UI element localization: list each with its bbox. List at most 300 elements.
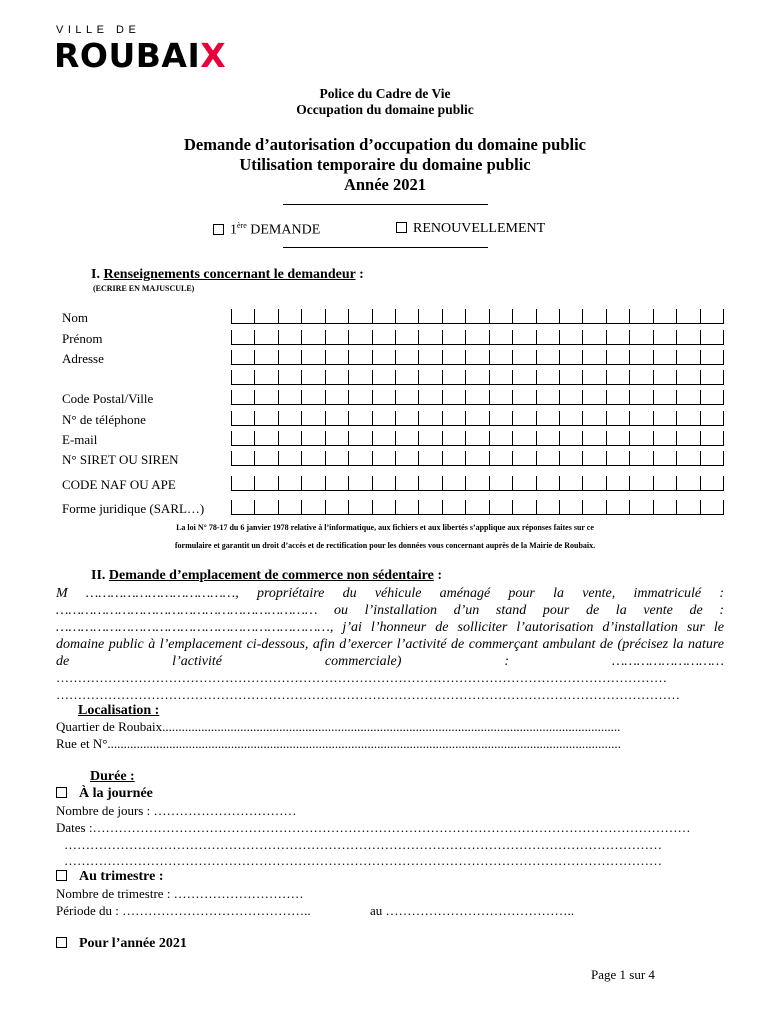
char-box-baseline xyxy=(231,384,723,385)
char-box-divider xyxy=(442,500,443,515)
char-box-divider xyxy=(676,370,677,385)
char-box-divider xyxy=(582,431,583,446)
dates-line3[interactable]: ………………………………………………………………………………………………………………………… xyxy=(64,853,662,868)
char-box-divider xyxy=(418,350,419,365)
char-box-divider xyxy=(348,390,349,405)
char-box-divider xyxy=(442,370,443,385)
char-box-divider xyxy=(418,476,419,491)
char-box-divider xyxy=(723,309,724,324)
char-box-divider xyxy=(465,411,466,426)
char-box-divider xyxy=(700,350,701,365)
char-box-divider xyxy=(606,309,607,324)
char-box-divider xyxy=(629,476,630,491)
char-box-divider xyxy=(465,476,466,491)
char-box-divider xyxy=(723,476,724,491)
char-box-divider xyxy=(278,330,279,345)
char-box-divider xyxy=(395,350,396,365)
char-box-divider xyxy=(559,411,560,426)
char-box-divider xyxy=(723,411,724,426)
char-box-divider xyxy=(395,451,396,466)
char-box-divider xyxy=(231,431,232,446)
char-box-divider xyxy=(489,390,490,405)
char-box-divider xyxy=(254,451,255,466)
char-box-divider xyxy=(254,309,255,324)
char-box-divider xyxy=(676,476,677,491)
header-line1: Police du Cadre de Vie xyxy=(319,86,451,101)
char-box-divider xyxy=(559,451,560,466)
section1-colon: : xyxy=(355,267,364,282)
char-box-divider xyxy=(653,451,654,466)
char-box-divider xyxy=(254,370,255,385)
char-box-divider xyxy=(254,476,255,491)
char-box-divider xyxy=(489,330,490,345)
char-box-baseline xyxy=(231,323,723,324)
char-box-divider xyxy=(372,390,373,405)
char-box-field[interactable] xyxy=(231,350,723,365)
option-renewal[interactable] xyxy=(396,221,545,237)
section2-paragraph: M ………………………………, propriétaire du véhicule aménagé pour la vente, immatriculé : ……………………………………………………… ou l’installation d’un stand pour de la vente de : …………………………………………………………, j’ai l’honneur de solliciter l’autorisation d’installation sur le domaine public à l’emplacement ci-dessous, afin d’exercer l’activité de commerçant ambulant de (précisez la nature de l’activité commerciale) : ……………………… xyxy=(56,586,724,669)
char-box-divider xyxy=(489,500,490,515)
char-box-divider xyxy=(606,451,607,466)
char-box-divider xyxy=(629,390,630,405)
char-box-divider xyxy=(723,451,724,466)
section1-num: I. xyxy=(91,267,104,282)
char-box-divider xyxy=(395,431,396,446)
char-box-divider xyxy=(348,370,349,385)
char-box-divider xyxy=(465,350,466,365)
periode-du-field[interactable]: Période du : …………………………………….. xyxy=(56,903,311,918)
char-box-divider xyxy=(465,500,466,515)
char-box-divider xyxy=(606,370,607,385)
char-box-divider xyxy=(231,309,232,324)
field-label: E-mail xyxy=(62,432,98,447)
char-box-divider xyxy=(325,350,326,365)
char-box-divider xyxy=(325,411,326,426)
char-box-divider xyxy=(325,330,326,345)
char-box-baseline xyxy=(231,465,723,466)
char-box-divider xyxy=(629,330,630,345)
char-box-field[interactable] xyxy=(231,476,723,491)
char-box-divider xyxy=(536,370,537,385)
char-box-divider xyxy=(629,350,630,365)
char-box-divider xyxy=(653,350,654,365)
char-box-divider xyxy=(418,370,419,385)
char-box-divider xyxy=(512,330,513,345)
char-box-divider xyxy=(278,431,279,446)
char-box-divider xyxy=(676,309,677,324)
char-box-divider xyxy=(395,411,396,426)
char-box-divider xyxy=(231,330,232,345)
char-box-divider xyxy=(723,390,724,405)
char-box-divider xyxy=(582,476,583,491)
char-box-divider xyxy=(606,500,607,515)
char-box-divider xyxy=(582,370,583,385)
char-box-divider xyxy=(536,350,537,365)
char-box-divider xyxy=(700,476,701,491)
char-box-divider xyxy=(254,431,255,446)
char-box-divider xyxy=(489,309,490,324)
char-box-divider xyxy=(700,309,701,324)
char-box-divider xyxy=(395,476,396,491)
char-box-divider xyxy=(418,500,419,515)
char-box-divider xyxy=(606,431,607,446)
char-box-divider xyxy=(723,370,724,385)
char-box-divider xyxy=(231,451,232,466)
char-box-divider xyxy=(442,350,443,365)
char-box-divider xyxy=(395,500,396,515)
section2-heading xyxy=(91,568,442,584)
option-journee[interactable] xyxy=(56,786,153,802)
char-box-divider xyxy=(348,476,349,491)
option-first-request[interactable] xyxy=(213,221,320,239)
quartier-field[interactable]: Quartier de Roubaix............................................................................................................................................. xyxy=(56,719,621,734)
char-box-divider xyxy=(723,330,724,345)
char-box-divider xyxy=(301,476,302,491)
char-box-field[interactable] xyxy=(231,330,723,345)
duree-title: Durée : xyxy=(90,769,135,784)
section1-heading xyxy=(91,267,364,283)
char-box-divider xyxy=(512,500,513,515)
char-box-divider xyxy=(653,309,654,324)
char-box-divider xyxy=(582,330,583,345)
char-box-divider xyxy=(278,350,279,365)
char-box-divider xyxy=(231,350,232,365)
char-box-divider xyxy=(559,330,560,345)
char-box-divider xyxy=(442,451,443,466)
char-box-divider xyxy=(489,476,490,491)
char-box-divider xyxy=(700,411,701,426)
char-box-divider xyxy=(372,350,373,365)
char-box-divider xyxy=(653,476,654,491)
char-box-divider xyxy=(231,411,232,426)
char-box-field[interactable] xyxy=(231,370,723,385)
option-trimestre[interactable] xyxy=(56,869,164,885)
char-box-divider xyxy=(559,350,560,365)
dates-field[interactable]: Dates :………………………………………………………………………………………………………………………… xyxy=(56,820,691,835)
char-box-divider xyxy=(231,390,232,405)
char-box-divider xyxy=(489,411,490,426)
char-box-divider xyxy=(700,500,701,515)
divider-bottom xyxy=(283,247,488,248)
char-box-divider xyxy=(629,370,630,385)
char-box-divider xyxy=(536,411,537,426)
char-box-field[interactable] xyxy=(231,390,723,405)
char-box-divider xyxy=(536,476,537,491)
char-box-divider xyxy=(395,309,396,324)
checkbox-journee[interactable] xyxy=(56,787,67,798)
char-box-divider xyxy=(559,476,560,491)
char-box-divider xyxy=(442,411,443,426)
field-label: Nom xyxy=(62,310,88,325)
char-box-divider xyxy=(489,370,490,385)
logo-ville-de: VILLE DE xyxy=(56,24,141,36)
char-box-divider xyxy=(536,431,537,446)
field-label: N° de téléphone xyxy=(62,412,146,427)
char-box-divider xyxy=(418,451,419,466)
char-box-divider xyxy=(325,309,326,324)
char-box-divider xyxy=(700,330,701,345)
renewal-label: RENOUVELLEMENT xyxy=(413,221,546,236)
char-box-divider xyxy=(254,390,255,405)
char-box-baseline xyxy=(231,425,723,426)
char-box-divider xyxy=(301,451,302,466)
char-box-divider xyxy=(465,431,466,446)
char-box-divider xyxy=(676,451,677,466)
char-box-divider xyxy=(653,431,654,446)
char-box-divider xyxy=(254,411,255,426)
char-box-divider xyxy=(301,431,302,446)
char-box-divider xyxy=(442,309,443,324)
char-box-divider xyxy=(512,431,513,446)
char-box-divider xyxy=(442,431,443,446)
checkbox-trimestre[interactable] xyxy=(56,870,67,881)
section1-note: (ECRIRE EN MAJUSCULE) xyxy=(93,284,195,293)
annee-label: Pour l’année 2021 xyxy=(79,936,187,951)
char-box-divider xyxy=(348,500,349,515)
char-box-divider xyxy=(278,411,279,426)
char-box-divider xyxy=(512,350,513,365)
char-box-divider xyxy=(465,390,466,405)
char-box-divider xyxy=(301,390,302,405)
char-box-divider xyxy=(418,330,419,345)
char-box-divider xyxy=(465,370,466,385)
char-box-divider xyxy=(536,390,537,405)
char-box-divider xyxy=(325,390,326,405)
logo-roubaix-x: X xyxy=(200,36,227,75)
char-box-divider xyxy=(606,330,607,345)
char-box-divider xyxy=(418,411,419,426)
trimestre-label: Au trimestre : xyxy=(79,869,164,884)
char-box-divider xyxy=(700,370,701,385)
char-box-divider xyxy=(489,350,490,365)
char-box-divider xyxy=(700,431,701,446)
char-box-divider xyxy=(676,500,677,515)
char-box-baseline xyxy=(231,445,723,446)
dates-line2[interactable]: ………………………………………………………………………………………………………………………… xyxy=(64,837,662,852)
char-box-baseline xyxy=(231,514,723,515)
divider-top xyxy=(283,204,488,205)
char-box-divider xyxy=(372,476,373,491)
field-label: Prénom xyxy=(62,331,103,346)
char-box-divider xyxy=(301,370,302,385)
char-box-divider xyxy=(348,431,349,446)
char-box-divider xyxy=(653,330,654,345)
char-box-divider xyxy=(231,476,232,491)
field-label: Forme juridique (SARL…) xyxy=(62,501,205,516)
field-label: Adresse xyxy=(62,351,104,366)
activity-dots-line1[interactable]: …………………………………………………………………………………………………………………………… xyxy=(56,670,667,685)
law-notice-line2: formulaire et garantit un droit d’accès et de rectification pour les données vous concernant auprès de la Mairie de Roubaix. xyxy=(174,541,596,550)
char-box-divider xyxy=(325,451,326,466)
periode-au-field[interactable]: au …………………………………….. xyxy=(370,903,575,918)
char-box-divider xyxy=(278,476,279,491)
char-box-divider xyxy=(325,370,326,385)
char-box-divider xyxy=(536,500,537,515)
char-box-divider xyxy=(629,309,630,324)
char-box-divider xyxy=(325,500,326,515)
char-box-divider xyxy=(700,451,701,466)
char-box-divider xyxy=(512,370,513,385)
char-box-divider xyxy=(629,431,630,446)
char-box-divider xyxy=(676,330,677,345)
char-box-divider xyxy=(512,411,513,426)
char-box-divider xyxy=(395,370,396,385)
journee-label: À la journée xyxy=(79,786,153,801)
logo-roubaix-text: ROUBAI xyxy=(54,36,201,75)
char-box-divider xyxy=(372,451,373,466)
char-box-divider xyxy=(254,330,255,345)
char-box-divider xyxy=(465,330,466,345)
char-box-divider xyxy=(653,390,654,405)
char-box-divider xyxy=(325,431,326,446)
char-box-divider xyxy=(301,350,302,365)
char-box-divider xyxy=(559,309,560,324)
section1-title: Renseignements concernant le demandeur xyxy=(103,267,356,282)
char-box-divider xyxy=(465,451,466,466)
char-box-divider xyxy=(536,309,537,324)
nb-jours-field[interactable]: Nombre de jours : …………………………… xyxy=(56,803,297,818)
char-box-divider xyxy=(512,451,513,466)
char-box-divider xyxy=(700,390,701,405)
char-box-divider xyxy=(512,390,513,405)
char-box-divider xyxy=(653,370,654,385)
char-box-baseline xyxy=(231,344,723,345)
char-box-divider xyxy=(395,330,396,345)
char-box-divider xyxy=(418,431,419,446)
char-box-baseline xyxy=(231,404,723,405)
section2-colon: : xyxy=(433,568,442,583)
char-box-divider xyxy=(723,350,724,365)
char-box-divider xyxy=(512,309,513,324)
char-box-divider xyxy=(231,370,232,385)
char-box-divider xyxy=(582,411,583,426)
char-box-divider xyxy=(442,330,443,345)
section2-num: II. xyxy=(91,568,109,583)
char-box-divider xyxy=(278,451,279,466)
law-notice-line1: La loi N° 78-17 du 6 janvier 1978 relative à l’informatique, aux fichiers et aux libertés s’applique aux réponses faites sur ce xyxy=(176,523,594,532)
field-label: Code Postal/Ville xyxy=(62,391,154,406)
checkbox-renewal[interactable] xyxy=(396,222,407,233)
field-label: N° SIRET OU SIREN xyxy=(62,452,179,467)
char-box-divider xyxy=(254,500,255,515)
nb-trimestre-field[interactable]: Nombre de trimestre : ………………………… xyxy=(56,886,304,901)
char-box-divider xyxy=(348,330,349,345)
char-box-divider xyxy=(301,500,302,515)
char-box-divider xyxy=(231,500,232,515)
char-box-divider xyxy=(348,309,349,324)
char-box-divider xyxy=(301,411,302,426)
char-box-divider xyxy=(372,370,373,385)
char-box-field[interactable] xyxy=(231,411,723,426)
char-box-divider xyxy=(629,500,630,515)
checkbox-annee[interactable] xyxy=(56,937,67,948)
char-box-divider xyxy=(395,390,396,405)
char-box-divider xyxy=(372,431,373,446)
char-box-divider xyxy=(629,451,630,466)
char-box-divider xyxy=(653,411,654,426)
char-box-divider xyxy=(606,411,607,426)
title-line1: Demande d’autorisation d’occupation du domaine public xyxy=(183,135,587,154)
char-box-divider xyxy=(536,451,537,466)
char-box-divider xyxy=(489,431,490,446)
char-box-divider xyxy=(372,309,373,324)
char-box-divider xyxy=(606,390,607,405)
option-annee[interactable] xyxy=(56,936,187,952)
logo-roubaix xyxy=(54,36,226,75)
char-box-divider xyxy=(442,476,443,491)
char-box-divider xyxy=(559,500,560,515)
char-box-divider xyxy=(676,390,677,405)
char-box-divider xyxy=(559,370,560,385)
char-box-divider xyxy=(559,431,560,446)
char-box-field[interactable] xyxy=(231,431,723,446)
char-box-field[interactable] xyxy=(231,451,723,466)
char-box-divider xyxy=(348,451,349,466)
char-box-divider xyxy=(582,309,583,324)
char-box-divider xyxy=(325,476,326,491)
char-box-divider xyxy=(418,390,419,405)
char-box-divider xyxy=(723,431,724,446)
activity-dots-line2[interactable]: ……………………………………………………………………………………………………………………………… xyxy=(56,687,680,702)
field-label: CODE NAF OU APE xyxy=(62,477,176,492)
char-box-divider xyxy=(676,411,677,426)
first-request-label: DEMANDE xyxy=(246,222,321,238)
char-box-divider xyxy=(606,350,607,365)
char-box-divider xyxy=(653,500,654,515)
char-box-divider xyxy=(582,350,583,365)
char-box-divider xyxy=(582,451,583,466)
char-box-divider xyxy=(301,309,302,324)
title-line2: Utilisation temporaire du domaine public xyxy=(239,155,531,174)
char-box-divider xyxy=(629,411,630,426)
char-box-divider xyxy=(676,431,677,446)
section2-title: Demande d’emplacement de commerce non sédentaire xyxy=(108,568,434,583)
char-box-divider xyxy=(559,390,560,405)
char-box-divider xyxy=(278,370,279,385)
char-box-divider xyxy=(512,476,513,491)
char-box-divider xyxy=(278,309,279,324)
first-request-sup: ère xyxy=(237,221,247,230)
char-box-divider xyxy=(372,411,373,426)
char-box-divider xyxy=(278,500,279,515)
char-box-field[interactable] xyxy=(231,309,723,324)
char-box-divider xyxy=(606,476,607,491)
char-box-divider xyxy=(582,390,583,405)
char-box-divider xyxy=(582,500,583,515)
char-box-baseline xyxy=(231,490,723,491)
char-box-divider xyxy=(442,390,443,405)
localisation-title: Localisation : xyxy=(78,703,160,718)
char-box-baseline xyxy=(231,364,723,365)
char-box-divider xyxy=(489,451,490,466)
char-box-divider xyxy=(418,309,419,324)
header-line2: Occupation du domaine public xyxy=(296,102,474,117)
char-box-divider xyxy=(254,350,255,365)
char-box-divider xyxy=(348,350,349,365)
char-box-divider xyxy=(278,390,279,405)
char-box-divider xyxy=(536,330,537,345)
char-box-divider xyxy=(301,330,302,345)
char-box-divider xyxy=(723,500,724,515)
checkbox-first-request[interactable] xyxy=(213,224,224,235)
page-number: Page 1 sur 4 xyxy=(591,967,655,982)
char-box-divider xyxy=(465,309,466,324)
char-box-divider xyxy=(676,350,677,365)
title-line3: Année 2021 xyxy=(343,175,427,194)
char-box-field[interactable] xyxy=(231,500,723,515)
rue-field[interactable]: Rue et N°.............................................................................................................................................................. xyxy=(56,736,621,751)
char-box-divider xyxy=(348,411,349,426)
